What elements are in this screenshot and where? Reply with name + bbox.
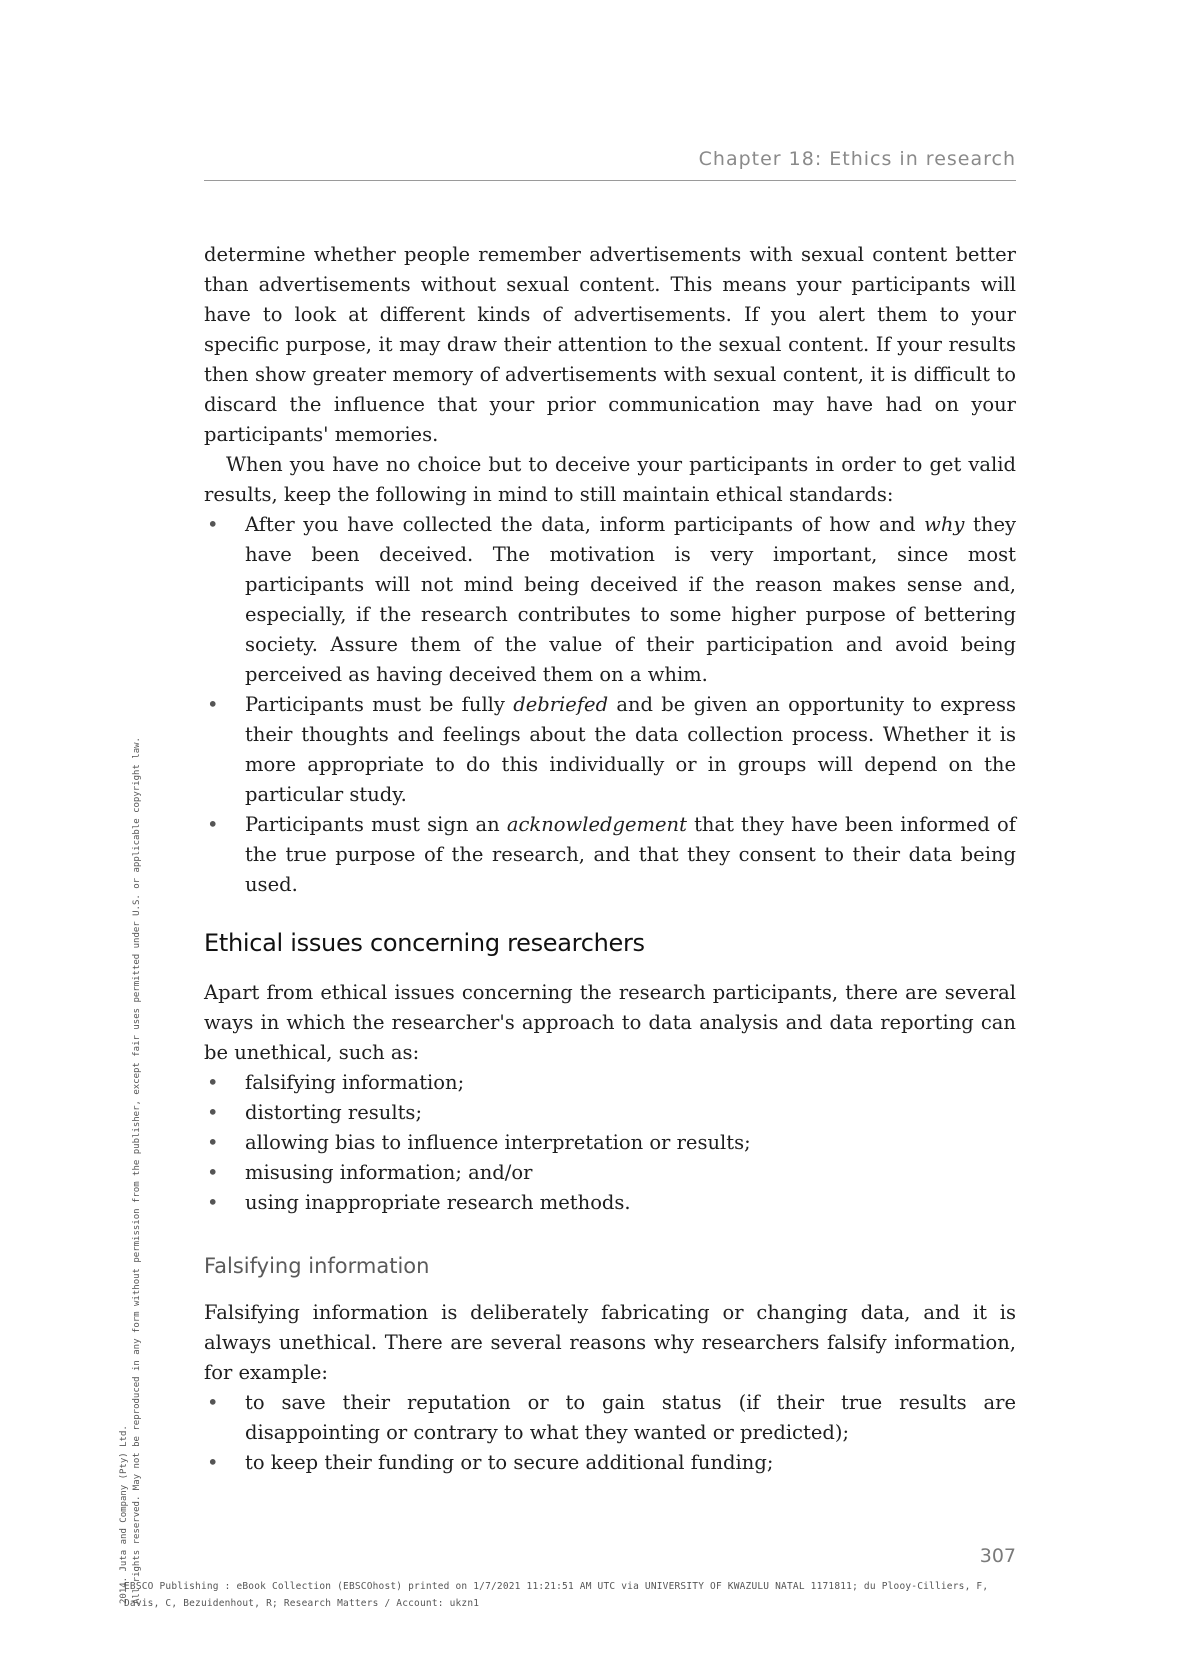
list-item-text: and be given an opportunity to express their thoughts and feelings about the data collection process. Whether it is more appropriate to do this individually or in groups will depend on the particular study. — [245, 693, 1016, 806]
page-number: 307 — [979, 1545, 1016, 1567]
unethical-practices-list — [204, 1068, 1016, 1218]
running-head: Chapter 18: Ethics in research — [698, 148, 1016, 170]
list-item — [204, 810, 1016, 900]
footer-line-2: Davis, C, Bezuidenhout, R; Research Matters / Account: ukzn1 — [124, 1598, 480, 1609]
list-item-text: Participants must be fully — [245, 693, 514, 716]
section-heading: Ethical issues concerning researchers — [204, 929, 645, 957]
list-item — [204, 690, 1016, 810]
deception-guidelines-list — [204, 510, 1016, 900]
list-item: • using inappropriate research methods. — [204, 1188, 1016, 1218]
list-item: • distorting results; — [204, 1098, 1016, 1128]
list-item: • falsifying information; — [204, 1068, 1016, 1098]
subsection-intro-paragraph: Falsifying information is deliberately fabricating or changing data, and it is always unethical. There are several reasons why researchers falsify information, for example: — [204, 1301, 1016, 1384]
list-item — [204, 510, 1016, 690]
list-item-text: After you have collected the data, inform participants of how and — [245, 513, 925, 536]
copyright-line-2: All rights reserved. May not be reproduced in any form without permission from the publisher, except fair uses permitted under U.S. or applicable copyright law. — [132, 737, 142, 1604]
list-item: • to save their reputation or to gain status (if their true results are disappointing or contrary to what they wanted or predicted); — [204, 1388, 1016, 1448]
section-intro-paragraph: Apart from ethical issues concerning the research participants, there are several ways in which the researcher's approach to data analysis and data reporting can be unethical, such as: — [204, 981, 1016, 1064]
list-item: • to keep their funding or to secure additional funding; — [204, 1448, 1016, 1478]
list-item: • misusing information; and/or — [204, 1158, 1016, 1188]
footer-line-1: EBSCO Publishing : eBook Collection (EBSCOhost) printed on 1/7/2021 11:21:51 AM UTC via UNIVERSITY OF KWAZULU NATAL 1171811; du Plooy-Cilliers, F, — [124, 1581, 989, 1592]
falsifying-reasons-list — [204, 1388, 1016, 1478]
body-text — [204, 240, 1016, 1478]
list-item-text: that they have been informed of the true purpose of the research, and that they consent to their data being used. — [245, 813, 1016, 896]
header-rule — [204, 180, 1016, 181]
intro-paragraph: determine whether people remember advertisements with sexual content better than advertisements without sexual content. This means your participants will have to look at different kinds of advertisements. If you alert them to your specific purpose, it may draw their attention to the sexual content. If your results then show greater memory of advertisements with sexual content, it is difficult to discard the influence that your prior communication may have had on your participants' memories. — [204, 243, 1016, 446]
list-item-text: Participants must sign an — [245, 813, 507, 836]
copyright-side-note — [118, 534, 144, 1604]
emphasis-why: why — [924, 513, 965, 536]
deception-intro-paragraph: When you have no choice but to deceive your participants in order to get valid results, keep the following in mind to still maintain ethical standards: — [204, 453, 1016, 506]
emphasis-debriefed: debriefed — [513, 693, 609, 716]
subsection-heading: Falsifying information — [204, 1254, 430, 1278]
copyright-line-1: 2014. Juta and Company (Pty) Ltd. — [119, 1425, 129, 1604]
emphasis-acknowledgement: acknowledgement — [506, 813, 687, 836]
list-item: • allowing bias to influence interpretation or results; — [204, 1128, 1016, 1158]
list-item-text: they have been deceived. The motivation is very important, since most participants will not mind being deceived if the reason makes sense and, especially, if the research contributes to some higher purpose of bettering society. Assure them of the value of their participation and avoid being perceived as having deceived them on a whim. — [245, 513, 1017, 686]
